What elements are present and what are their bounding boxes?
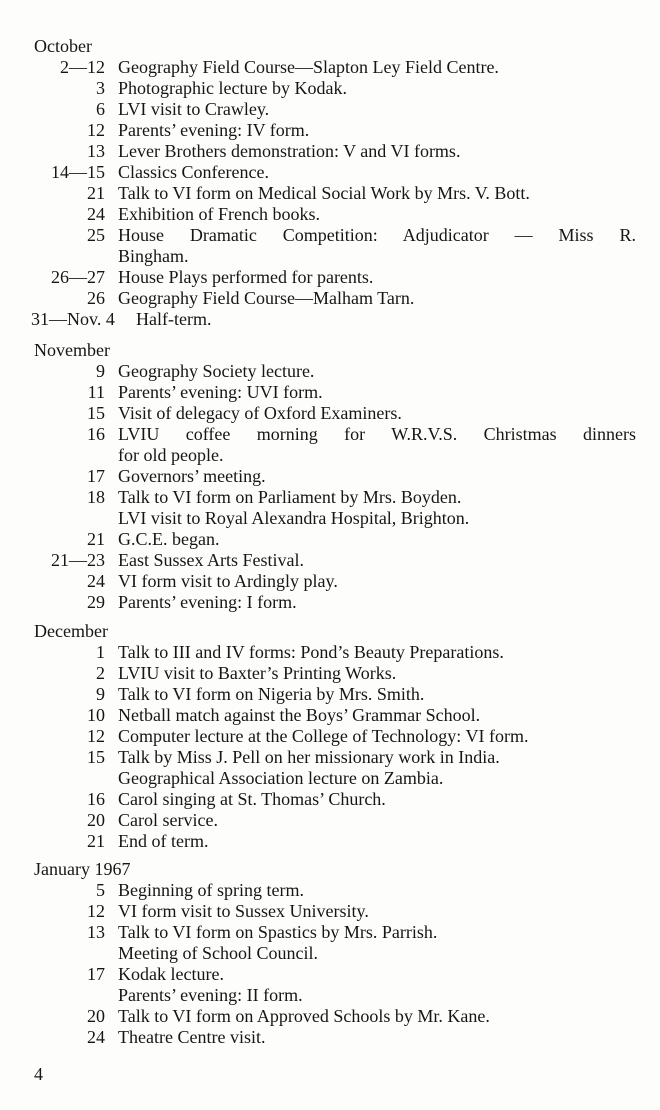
calendar-entry-row — [0, 922, 660, 943]
entry-date: 12 — [87, 726, 105, 746]
calendar-entry-row — [0, 684, 660, 705]
entry-date: 3 — [96, 78, 105, 98]
entry-description: Netball match against the Boys’ Grammar School. — [118, 705, 481, 725]
entry-description: Talk to VI form on Approved Schools by Mr. Kane. — [118, 1006, 490, 1026]
entry-description: Talk to VI form on Nigeria by Mrs. Smith. — [118, 684, 425, 704]
entry-date: 17 — [87, 466, 105, 486]
entry-description: Geography Field Course—Slapton Ley Field Centre. — [118, 57, 499, 77]
entry-date: 24 — [87, 1027, 105, 1047]
entry-description: Visit of delegacy of Oxford Examiners. — [118, 403, 402, 423]
calendar-entry-row — [0, 120, 660, 141]
entry-date: 15 — [87, 403, 105, 423]
entry-date: 12 — [87, 120, 105, 140]
entry-date: 9 — [96, 361, 105, 381]
calendar-entry-row — [0, 880, 660, 901]
entry-description: Theatre Centre visit. — [118, 1027, 266, 1047]
calendar-entry-row — [0, 663, 660, 684]
entry-date: 16 — [87, 789, 105, 809]
calendar-entry-row — [0, 204, 660, 225]
entry-description: LVI visit to Crawley. — [118, 99, 270, 119]
entry-date: 20 — [87, 1006, 105, 1026]
calendar-entry-row — [0, 361, 660, 382]
entry-date: 24 — [87, 204, 105, 224]
entry-description: Half-term. — [136, 309, 212, 329]
entry-date: 15 — [87, 747, 105, 767]
calendar-entry-row — [0, 964, 660, 985]
entry-description: Talk to VI form on Spastics by Mrs. Parrish. — [118, 922, 438, 942]
calendar-entry-row — [0, 642, 660, 663]
calendar-entry-row — [0, 901, 660, 922]
calendar-entry-row — [0, 309, 660, 330]
entry-description: Kodak lecture. — [118, 964, 224, 984]
entry-date: 14—15 — [51, 162, 105, 182]
entry-description: Computer lecture at the College of Technology: VI form. — [118, 726, 529, 746]
calendar-entry-row — [0, 985, 660, 1006]
calendar-entry-row — [0, 789, 660, 810]
entry-description: Beginning of spring term. — [118, 880, 304, 900]
entry-description: LVIU coffee morning for W.R.V.S. Christmas dinners — [118, 424, 636, 444]
calendar-entry-row — [0, 487, 660, 508]
entry-description: Classics Conference. — [118, 162, 269, 182]
calendar-entry-row — [0, 1027, 660, 1048]
calendar-entry-row — [0, 1006, 660, 1027]
entry-description: Exhibition of French books. — [118, 204, 320, 224]
entry-description: Governors’ meeting. — [118, 466, 266, 486]
entry-description: Parents’ evening: II form. — [118, 985, 303, 1005]
entry-description: Parents’ evening: IV form. — [118, 120, 310, 140]
entry-date: 13 — [87, 922, 105, 942]
entry-date: 21 — [87, 831, 105, 851]
calendar-entry-row — [0, 57, 660, 78]
entry-description: House Dramatic Competition: Adjudicator — Miss R. — [118, 225, 636, 245]
entry-description: G.C.E. began. — [118, 529, 220, 549]
entry-date: 21 — [87, 183, 105, 203]
entry-date: 29 — [87, 592, 105, 612]
calendar-entry-row — [0, 424, 660, 445]
entry-description: LVIU visit to Baxter’s Printing Works. — [118, 663, 397, 683]
entry-description: Bingham. — [118, 246, 189, 266]
calendar-entry-row — [0, 99, 660, 120]
entry-date: 11 — [87, 382, 105, 402]
calendar-entry-row — [0, 571, 660, 592]
entry-date: 17 — [87, 964, 105, 984]
entry-description: Parents’ evening: UVI form. — [118, 382, 323, 402]
entry-date: 13 — [87, 141, 105, 161]
entry-date: 10 — [87, 705, 105, 725]
entry-description: Carol service. — [118, 810, 218, 830]
entry-description: LVI visit to Royal Alexandra Hospital, Brighton. — [118, 508, 470, 528]
calendar-entry-row — [0, 246, 660, 267]
calendar-entry-row — [0, 747, 660, 768]
calendar-entry-row — [0, 508, 660, 529]
entry-description: Photographic lecture by Kodak. — [118, 78, 347, 98]
entry-date: 26 — [87, 288, 105, 308]
calendar-entry-row — [0, 592, 660, 613]
entry-description: Talk to VI form on Parliament by Mrs. Boyden. — [118, 487, 462, 507]
entry-date: 9 — [96, 684, 105, 704]
entry-date: 2 — [96, 663, 105, 683]
calendar-entry-row — [0, 810, 660, 831]
entry-description: Parents’ evening: I form. — [118, 592, 297, 612]
entry-date: 31—Nov. 4 — [31, 309, 115, 329]
entry-description: VI form visit to Ardingly play. — [118, 571, 338, 591]
entry-description: for old people. — [118, 445, 224, 465]
page-number: 4 — [34, 1064, 43, 1084]
calendar-entry-row — [0, 141, 660, 162]
entry-date: 5 — [96, 880, 105, 900]
calendar-entry-row — [0, 382, 660, 403]
calendar-entry-row — [0, 162, 660, 183]
entry-date: 18 — [87, 487, 105, 507]
entry-description: Talk by Miss J. Pell on her missionary work in India. — [118, 747, 500, 767]
entry-description: Geography Society lecture. — [118, 361, 315, 381]
calendar-entry-row — [0, 768, 660, 789]
entry-description: East Sussex Arts Festival. — [118, 550, 305, 570]
calendar-entry-row — [0, 726, 660, 747]
entry-date: 2—12 — [60, 57, 105, 77]
entry-date: 21 — [87, 529, 105, 549]
entry-date: 1 — [96, 642, 105, 662]
calendar-entry-row — [0, 288, 660, 309]
entry-date: 26—27 — [51, 267, 105, 287]
entry-date: 6 — [96, 99, 105, 119]
entry-date: 25 — [87, 225, 105, 245]
calendar-entry-row — [0, 550, 660, 571]
month-heading: January 1967 — [34, 859, 131, 879]
month-heading: December — [34, 621, 108, 641]
entry-date: 21—23 — [51, 550, 105, 570]
entry-description: Geographical Association lecture on Zambia. — [118, 768, 444, 788]
entry-date: 24 — [87, 571, 105, 591]
entry-description: Carol singing at St. Thomas’ Church. — [118, 789, 386, 809]
calendar-entry-row — [0, 78, 660, 99]
entry-description: Meeting of School Council. — [118, 943, 318, 963]
calendar-entry-row — [0, 267, 660, 288]
entry-description: House Plays performed for parents. — [118, 267, 374, 287]
month-heading: November — [34, 340, 110, 360]
entry-description: End of term. — [118, 831, 209, 851]
calendar-entry-row — [0, 183, 660, 204]
entry-description: VI form visit to Sussex University. — [118, 901, 369, 921]
entry-date: 16 — [87, 424, 105, 444]
calendar-entry-row — [0, 225, 660, 246]
calendar-entry-row — [0, 466, 660, 487]
calendar-entry-row — [0, 943, 660, 964]
entry-date: 20 — [87, 810, 105, 830]
month-heading: October — [34, 36, 92, 56]
entry-description: Lever Brothers demonstration: V and VI forms. — [118, 141, 461, 161]
entry-description: Geography Field Course—Malham Tarn. — [118, 288, 415, 308]
entry-description: Talk to VI form on Medical Social Work by Mrs. V. Bott. — [118, 183, 530, 203]
calendar-entry-row — [0, 403, 660, 424]
calendar-entry-row — [0, 529, 660, 550]
calendar-entry-row — [0, 705, 660, 726]
entry-date: 12 — [87, 901, 105, 921]
calendar-entry-row — [0, 445, 660, 466]
entry-description: Talk to III and IV forms: Pond’s Beauty Preparations. — [118, 642, 504, 662]
calendar-entry-row — [0, 831, 660, 852]
